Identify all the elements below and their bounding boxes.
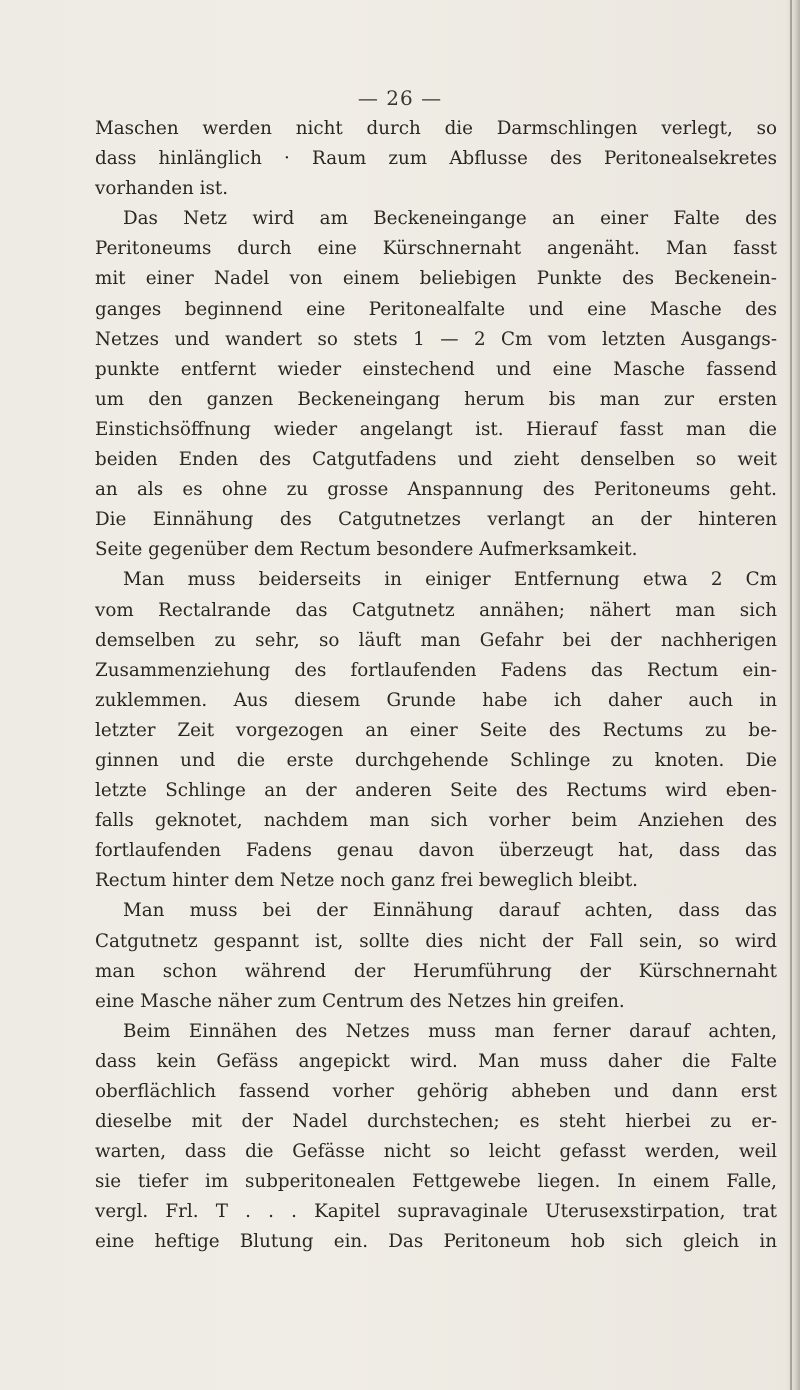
text-line: Maschen werden nicht durch die Darmschlingen verlegt, so xyxy=(95,118,777,139)
text-line: vom Rectalrande das Catgutnetz annähen; nähert man sich xyxy=(95,599,777,621)
text-line: ginnen und die erste durchgehende Schlinge zu knoten. Die xyxy=(95,749,777,771)
text-line: ganges beginnend eine Peritonealfalte und eine Masche des xyxy=(95,298,777,320)
text-line: mit einer Nadel von einem beliebigen Punkte des Beckenein- xyxy=(95,268,777,290)
page-edge-shadow xyxy=(786,0,800,1390)
text-line: letzter Zeit vorgezogen an einer Seite des Rectums zu be- xyxy=(95,719,777,741)
text-line: beiden Enden des Catgutfadens und zieht denselben so weit xyxy=(95,449,777,471)
text-line: um den ganzen Beckeneingang herum bis man zur ersten xyxy=(95,388,777,410)
text-line: punkte entfernt wieder einstechend und eine Masche fassend xyxy=(95,358,777,380)
text-line: eine Masche näher zum Centrum des Netzes hin greifen. xyxy=(95,990,625,1012)
text-line: vergl. Frl. T . . . Kapitel supravaginale Uterusexstirpation, trat xyxy=(95,1201,777,1223)
text-line: sie tiefer im subperitonealen Fettgewebe liegen. In einem Falle, xyxy=(95,1171,777,1193)
text-line: vorhanden ist. xyxy=(95,178,229,200)
text-line: Rectum hinter dem Netze noch ganz frei beweglich bleibt. xyxy=(95,870,638,892)
text-line: dass kein Gefäss angepickt wird. Man muss daher die Falte xyxy=(95,1050,777,1072)
text-line: Catgutnetz gespannt ist, sollte dies nicht der Fall sein, so wird xyxy=(95,930,777,952)
text-line: Man muss bei der Einnähung darauf achten, dass das xyxy=(123,900,777,922)
text-line: oberflächlich fassend vorher gehörig abheben und dann erst xyxy=(95,1081,777,1102)
text-line: Peritoneums durch eine Kürschnernaht angenäht. Man fasst xyxy=(95,238,777,260)
text-line: eine heftige Blutung ein. Das Peritoneum hob sich gleich in xyxy=(95,1231,777,1253)
text-line: demselben zu sehr, so läuft man Gefahr bei der nachherigen xyxy=(95,629,777,651)
text-line: dieselbe mit der Nadel durchstechen; es steht hierbei zu er- xyxy=(95,1111,777,1133)
text-line: letzte Schlinge an der anderen Seite des Rectums wird eben- xyxy=(95,780,777,802)
text-line: falls geknotet, nachdem man sich vorher beim Anziehen des xyxy=(95,810,777,832)
text-line: Zusammenziehung des fortlaufenden Fadens das Rectum ein- xyxy=(95,659,777,681)
body-text xyxy=(95,114,777,1258)
text-line: dass hinlänglich · Raum zum Abflusse des Peritonealsekretes xyxy=(95,148,777,170)
text-line: man schon während der Herumführung der Kürschnernaht xyxy=(95,960,777,982)
text-line: Seite gegenüber dem Rectum besondere Aufmerksamkeit. xyxy=(95,539,638,561)
page-edge-line xyxy=(790,0,792,1390)
text-line: zuklemmen. Aus diesem Grunde habe ich daher auch in xyxy=(95,689,777,711)
text-line: Das Netz wird am Beckeneingange an einer Falte des xyxy=(123,208,777,230)
text-line: Netzes und wandert so stets 1 — 2 Cm vom letzten Ausgangs- xyxy=(95,328,777,350)
text-line: fortlaufenden Fadens genau davon überzeugt hat, dass das xyxy=(95,840,777,862)
text-line: Einstichsöffnung wieder angelangt ist. Hierauf fasst man die xyxy=(95,418,777,440)
text-line: Die Einnähung des Catgutnetzes verlangt an der hinteren xyxy=(95,509,777,531)
text-line: an als es ohne zu grosse Anspannung des Peritoneums geht. xyxy=(95,479,777,501)
text-line: warten, dass die Gefässe nicht so leicht gefasst werden, weil xyxy=(95,1141,777,1163)
text-line: Beim Einnähen des Netzes muss man ferner darauf achten, xyxy=(123,1020,777,1042)
page-number: — 26 — xyxy=(357,86,443,110)
text-line: Man muss beiderseits in einiger Entfernung etwa 2 Cm xyxy=(123,569,777,591)
